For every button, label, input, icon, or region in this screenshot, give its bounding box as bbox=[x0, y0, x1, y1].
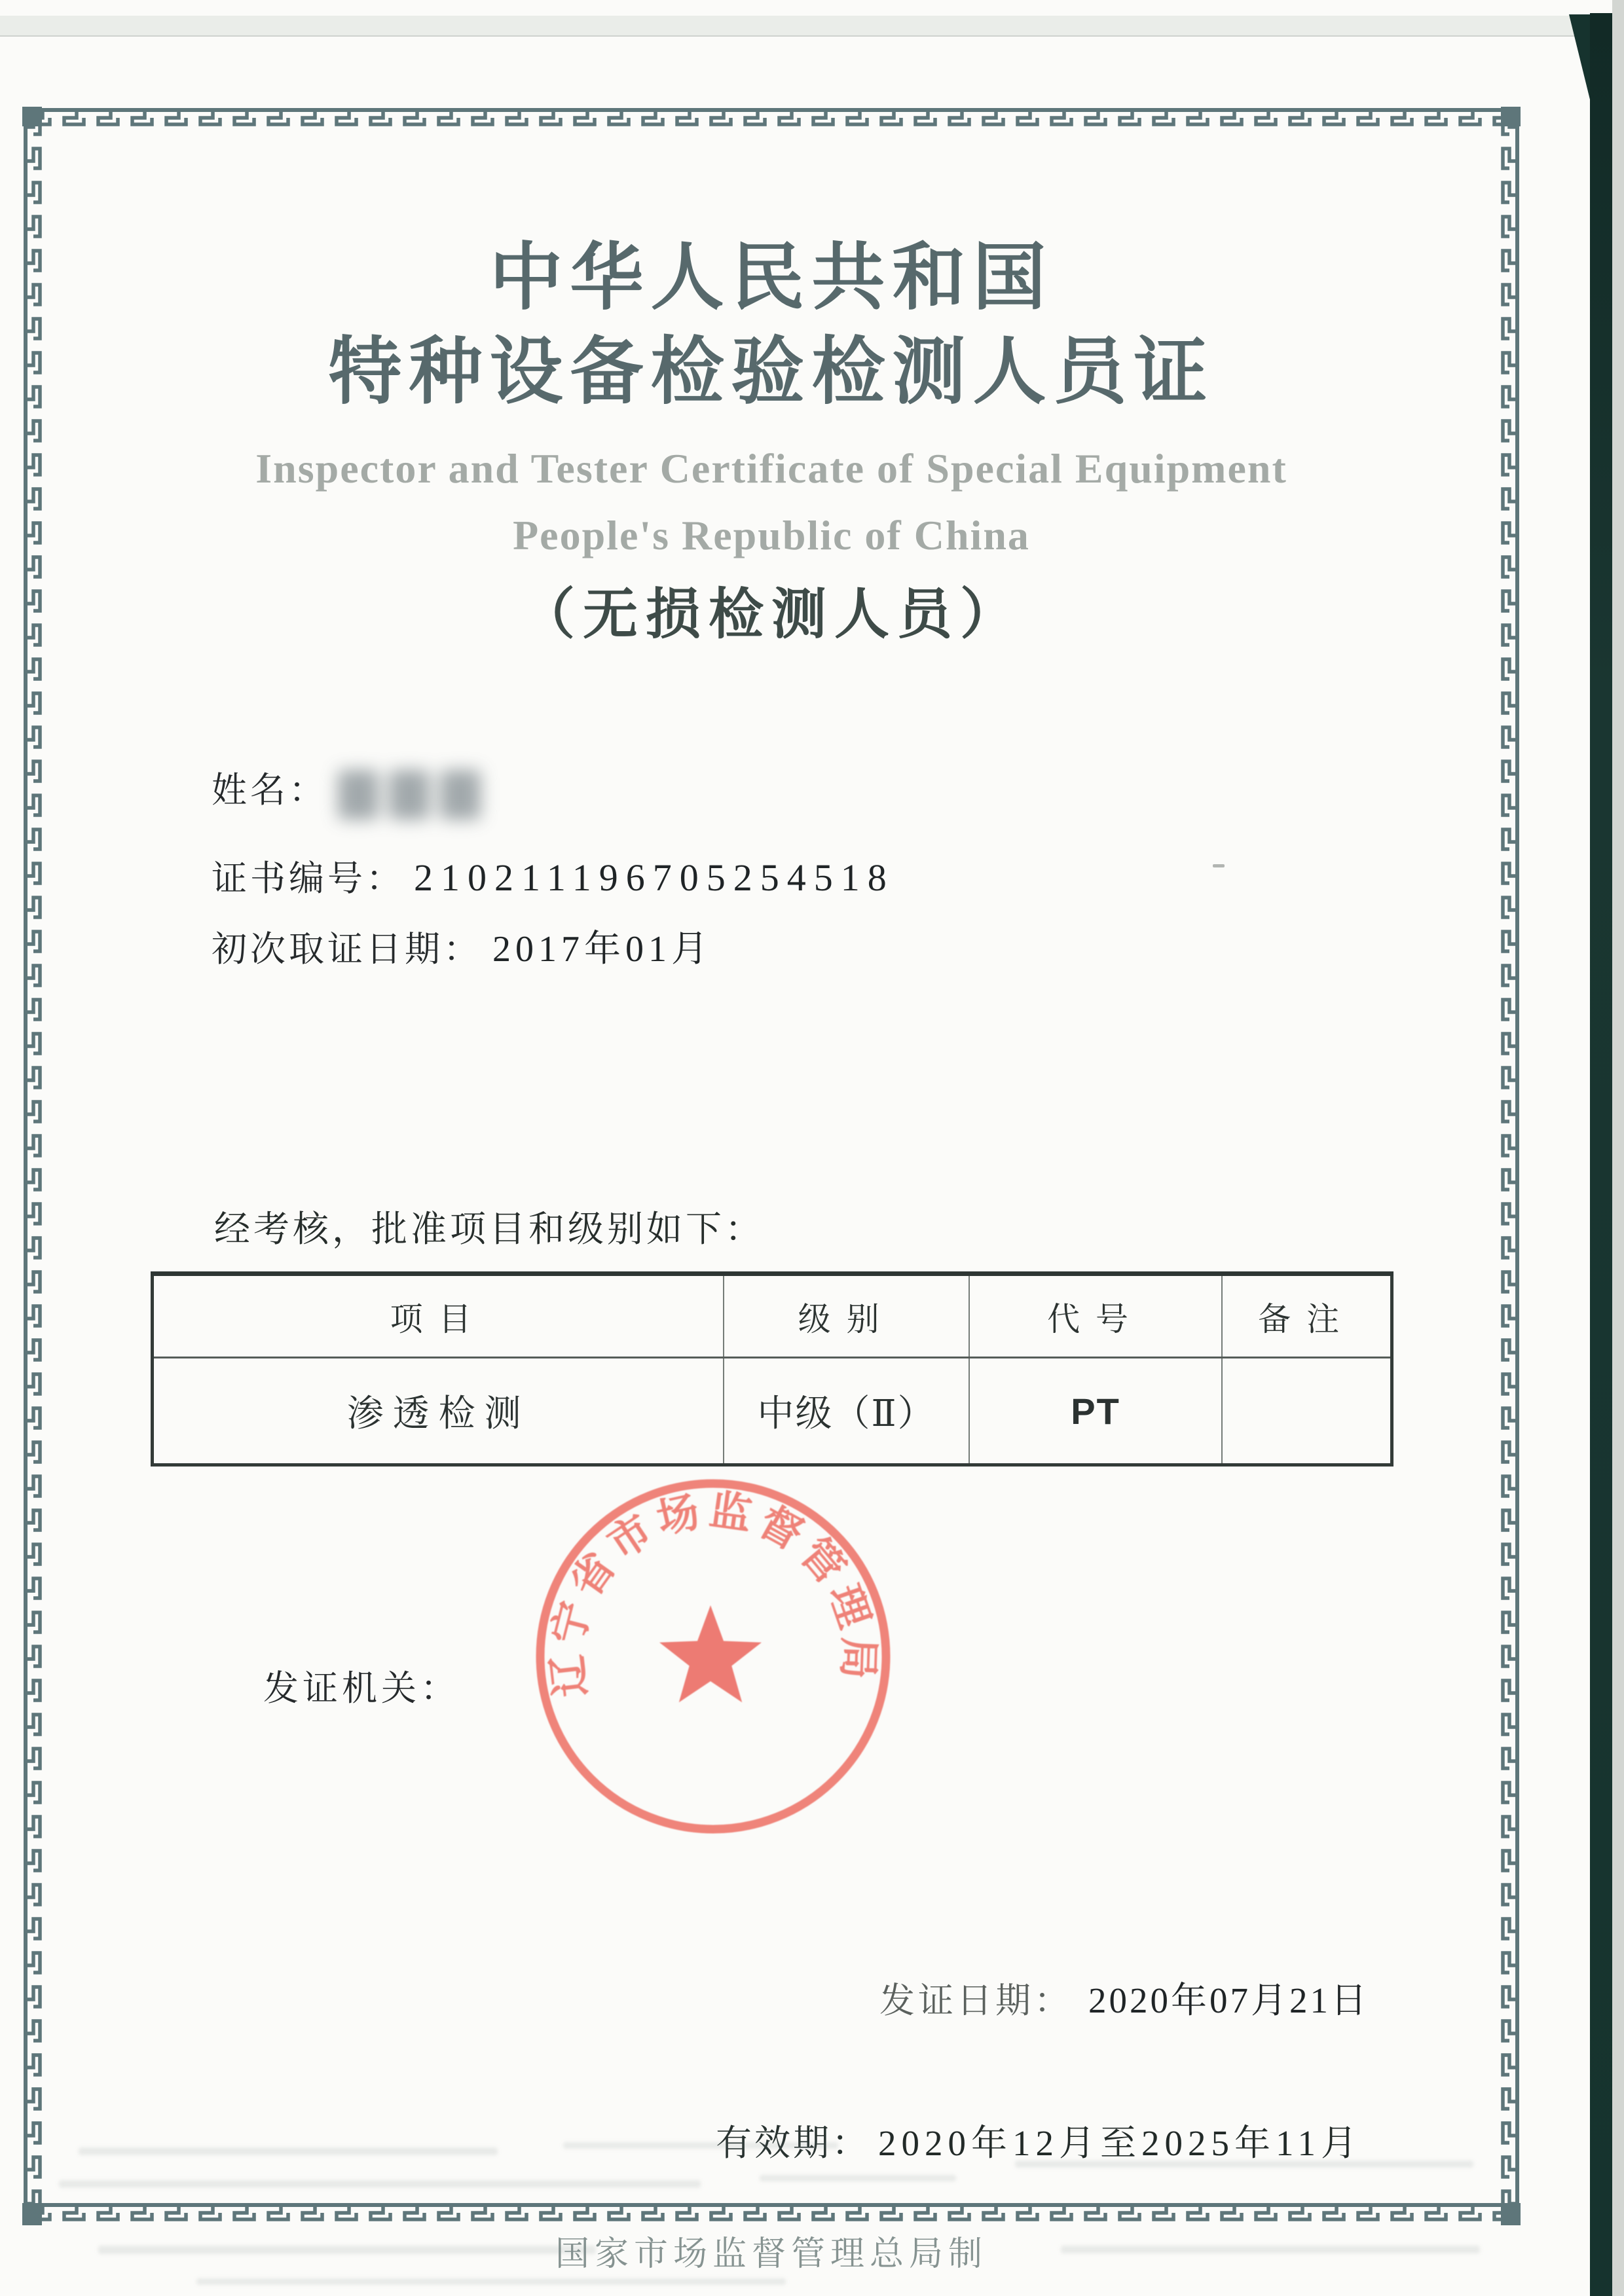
name-label: 姓名： bbox=[212, 771, 327, 810]
issue-date-value: 2020年07月21日 bbox=[1088, 1980, 1370, 2020]
scan-top-edge bbox=[0, 16, 1624, 37]
col-header-remark: 备注 bbox=[1222, 1274, 1392, 1358]
title-zh-line2: 特种设备检验检测人员证 bbox=[328, 331, 1215, 412]
col-header-level: 级别 bbox=[724, 1274, 969, 1358]
bleed-smudge bbox=[59, 2180, 701, 2188]
seal-ring-text: 辽宁省市场监督管理局 bbox=[543, 1486, 883, 1700]
validity-value: 2020年12月至2025年11月 bbox=[878, 2123, 1362, 2163]
seal-star-icon bbox=[659, 1605, 762, 1702]
validity-label: 有效期： bbox=[716, 2123, 871, 2163]
first-issue-row bbox=[212, 931, 712, 968]
cell-level: 中级（Ⅱ） bbox=[724, 1358, 969, 1465]
name-redaction-blur bbox=[338, 761, 502, 829]
title-en-line1: Inspector and Tester Certificate of Special Equipment bbox=[255, 445, 1287, 492]
bleed-smudge bbox=[79, 2147, 498, 2155]
issue-date-row bbox=[879, 1982, 1369, 2018]
scan-right-margin bbox=[1612, 0, 1624, 2296]
cert-no-row bbox=[212, 856, 895, 899]
category-note: （无损检测人员） bbox=[519, 585, 1023, 646]
issuer-label: 发证机关： bbox=[263, 1669, 460, 1708]
first-issue-label: 初次取证日期： bbox=[212, 930, 482, 969]
approval-table-header-row bbox=[153, 1274, 1392, 1358]
col-header-item: 项目 bbox=[153, 1274, 724, 1358]
bleed-smudge bbox=[196, 2278, 786, 2285]
col-header-code: 代号 bbox=[969, 1274, 1222, 1358]
issue-date-label: 发证日期： bbox=[879, 1981, 1073, 2020]
bleed-smudge bbox=[1015, 2160, 1473, 2168]
scan-speck bbox=[1213, 864, 1225, 867]
bleed-smudge bbox=[563, 2142, 838, 2149]
title-zh-line1: 中华人民共和国 bbox=[489, 236, 1054, 318]
name-row bbox=[212, 773, 327, 808]
approval-table bbox=[151, 1271, 1393, 1467]
cert-no-value: 210211196705254518 bbox=[414, 856, 895, 899]
approval-table-data-row bbox=[153, 1358, 1392, 1465]
cert-no-label: 证书编号： bbox=[212, 859, 405, 898]
bleed-smudge bbox=[98, 2246, 596, 2254]
cell-remark bbox=[1222, 1358, 1392, 1465]
title-en-line2: People's Republic of China bbox=[513, 512, 1030, 558]
official-seal bbox=[530, 1473, 896, 1840]
book-edge-wedge bbox=[1569, 14, 1590, 100]
cell-item: 渗透检测 bbox=[153, 1358, 724, 1465]
bleed-smudge bbox=[760, 2175, 956, 2181]
cell-code: PT bbox=[969, 1358, 1222, 1465]
book-edge-dark-strip bbox=[1590, 13, 1612, 2296]
maker-line: 国家市场监督管理总局制 bbox=[555, 2236, 987, 2273]
first-issue-value: 2017年01月 bbox=[492, 929, 712, 970]
bleed-smudge bbox=[1061, 2246, 1480, 2253]
approval-intro: 经考核，批准项目和级别如下： bbox=[214, 1209, 765, 1249]
meander-border-frame bbox=[22, 107, 1521, 2225]
